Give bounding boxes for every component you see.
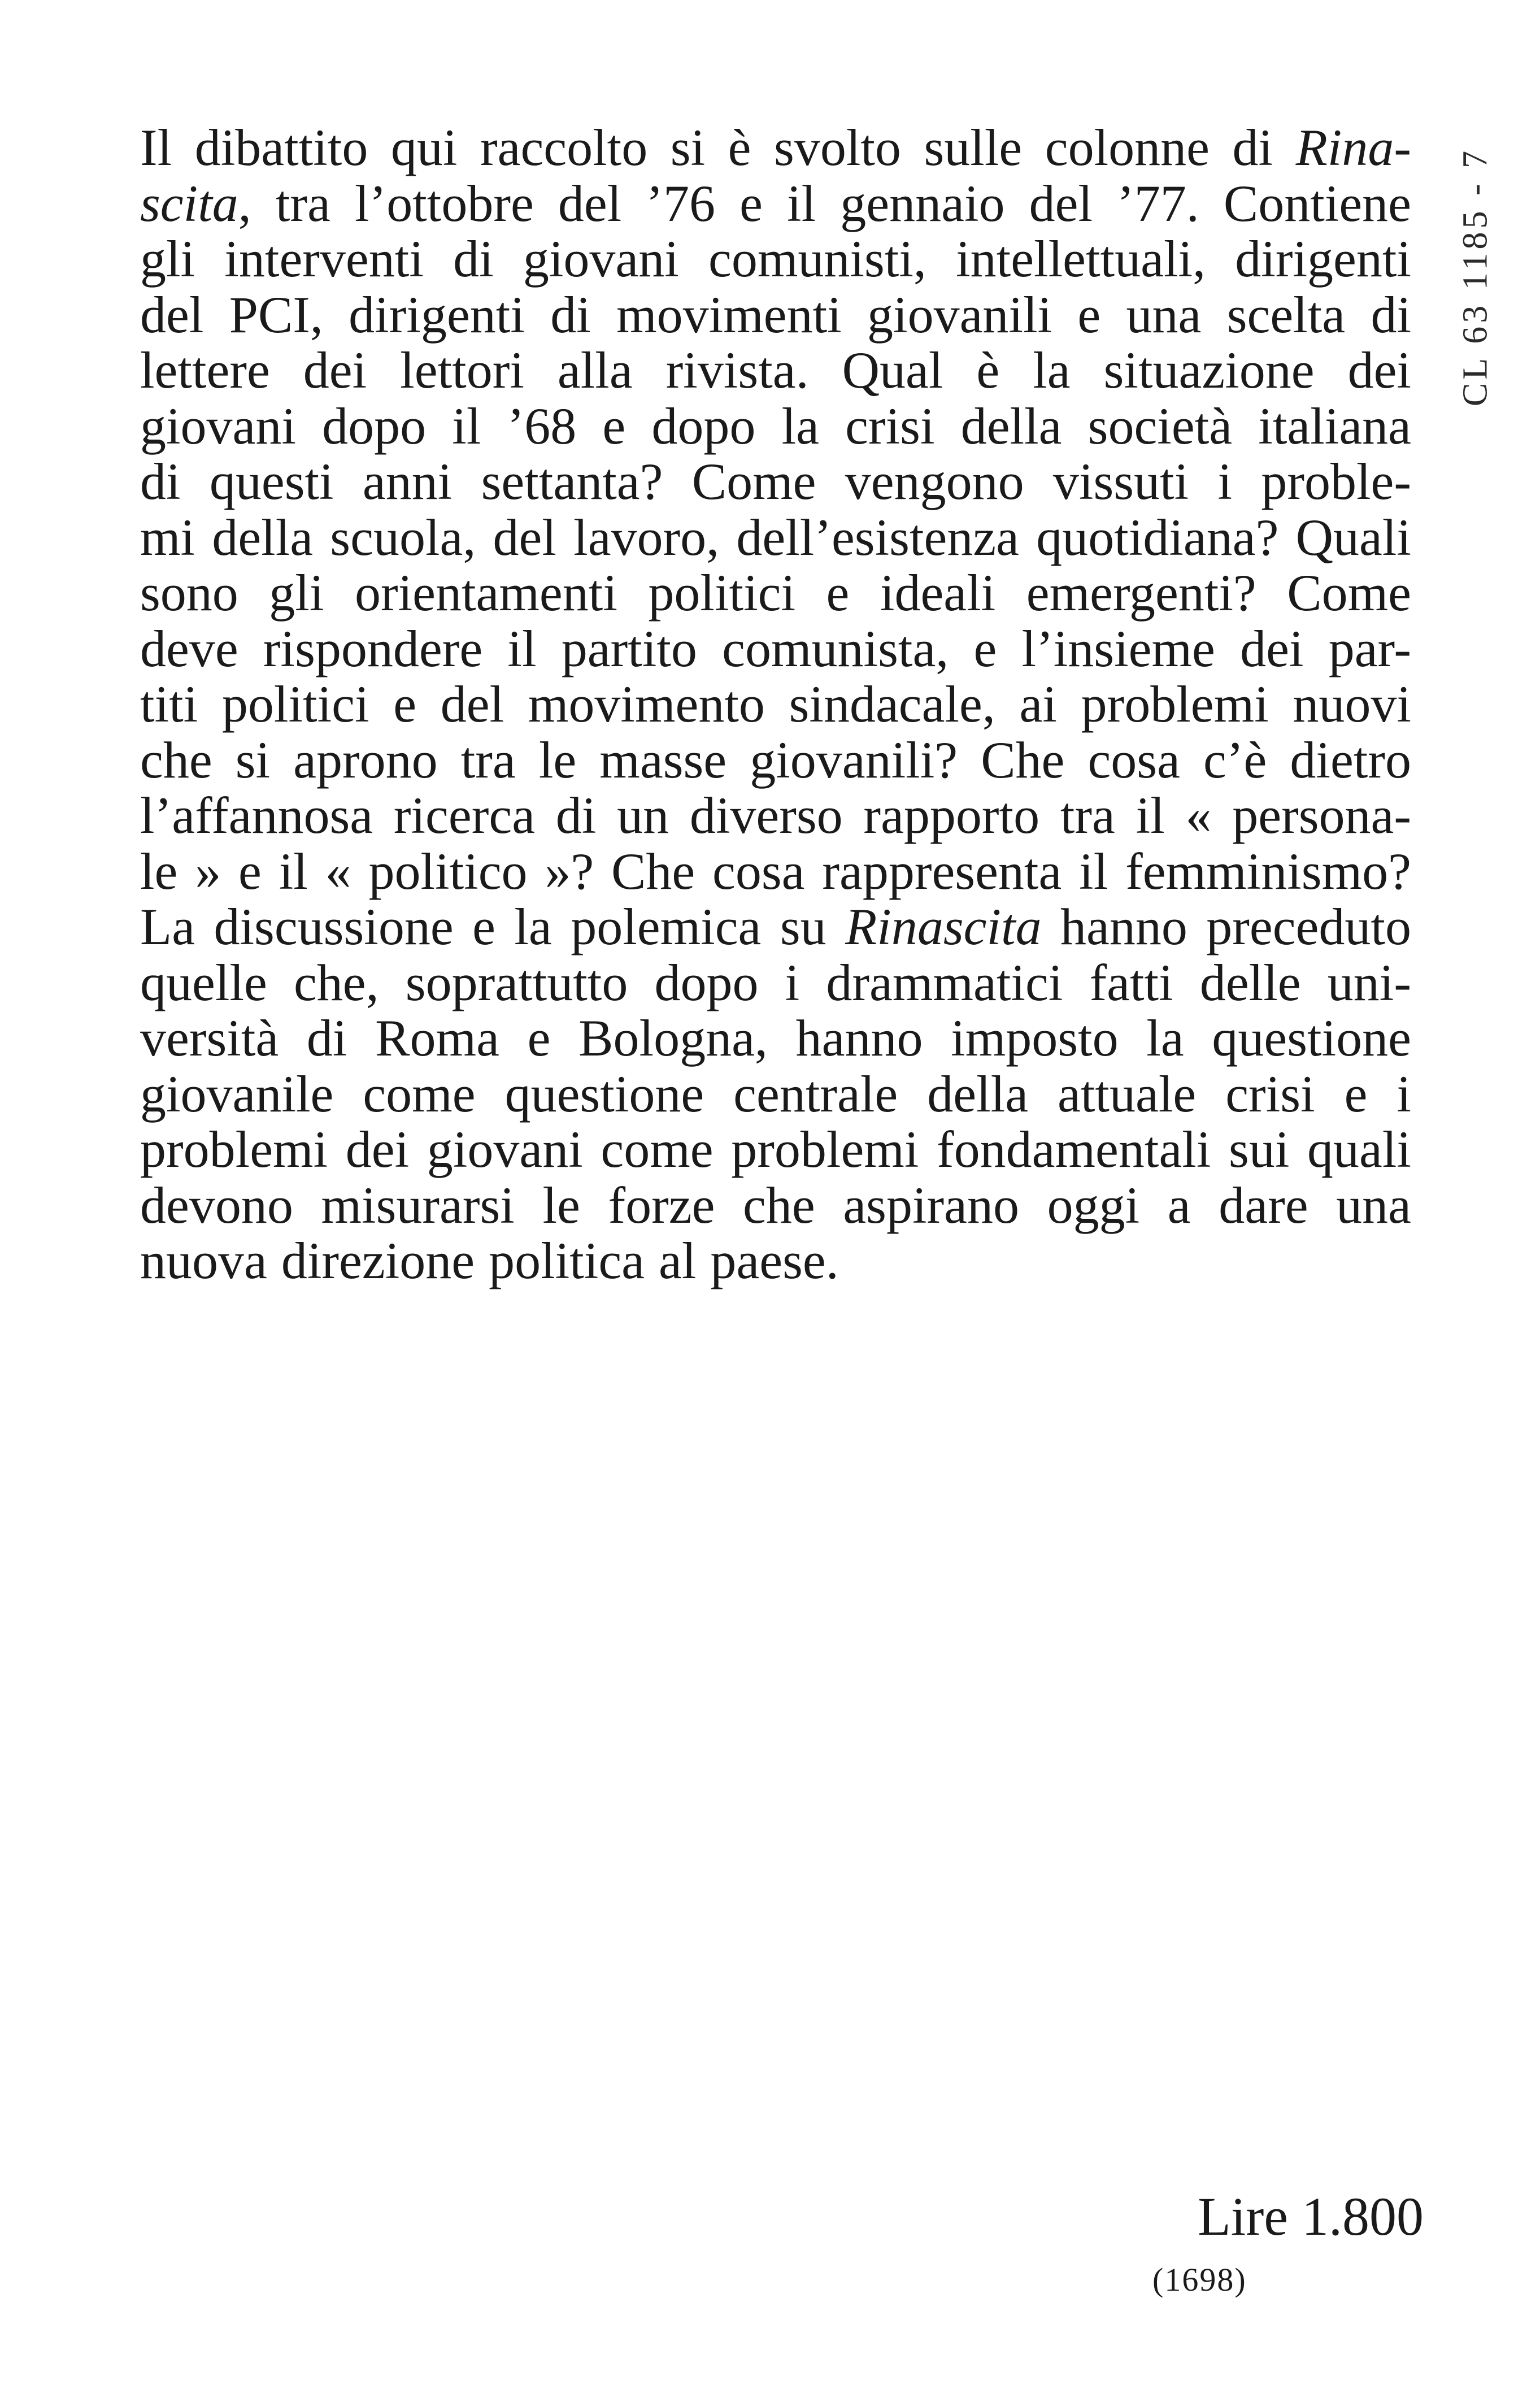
blurb-line bbox=[140, 398, 1411, 454]
blurb-line bbox=[140, 1010, 1411, 1066]
blurb-italic-title: Rina- bbox=[1295, 119, 1411, 176]
blurb-text: lettere dei lettori alla rivista. Qual è la situazione dei bbox=[140, 341, 1411, 399]
blurb-line bbox=[140, 788, 1411, 844]
blurb-line bbox=[140, 1066, 1411, 1122]
blurb-line bbox=[140, 899, 1411, 955]
blurb-line bbox=[140, 565, 1411, 621]
blurb-text: La discussione e la polemica su bbox=[140, 898, 846, 955]
blurb-line bbox=[140, 454, 1411, 510]
blurb-text: , tra l’ottobre del ’76 e il gennaio del ’77. Contiene bbox=[238, 174, 1411, 232]
blurb-text: sono gli orientamenti politici e ideali emergenti? Come bbox=[140, 564, 1411, 622]
blurb-text: l’affannosa ricerca di un diverso rapporto tra il « persona- bbox=[140, 787, 1411, 844]
blurb-text: gli interventi di giovani comunisti, intellettuali, dirigenti bbox=[140, 230, 1411, 288]
blurb-text: giovani dopo il ’68 e dopo la crisi della società italiana bbox=[140, 397, 1411, 455]
blurb-line bbox=[140, 1233, 1411, 1289]
catalog-code-vertical bbox=[1442, 119, 1509, 435]
blurb-text: del PCI, dirigenti di movimenti giovanili e una scelta di bbox=[140, 285, 1411, 344]
blurb-text: titi politici e del movimento sindacale, ai problemi nuovi bbox=[140, 675, 1411, 733]
blurb-paragraph bbox=[140, 120, 1411, 1289]
blurb-text: hanno preceduto bbox=[1041, 898, 1411, 955]
blurb-line bbox=[140, 287, 1411, 343]
blurb-text: devono misurarsi le forze che aspirano oggi a dare una bbox=[140, 1176, 1411, 1234]
blurb-italic-title: scita bbox=[140, 174, 238, 232]
blurb-line bbox=[140, 1122, 1411, 1178]
blurb-text: quelle che, soprattutto dopo i drammatici fatti delle uni- bbox=[140, 953, 1411, 1011]
blurb-text: mi della scuola, del lavoro, dell’esistenza quotidiana? Quali bbox=[140, 508, 1411, 566]
blurb-text: nuova direzione politica al paese. bbox=[140, 1232, 839, 1289]
blurb-text: giovanile come questione centrale della attuale crisi e i bbox=[140, 1065, 1411, 1123]
catalog-code-text: CL 63 1185 - 7 bbox=[1456, 147, 1495, 407]
blurb-line bbox=[140, 1178, 1411, 1233]
blurb-text: le » e il « politico »? Che cosa rappresenta il femminismo? bbox=[140, 842, 1411, 900]
blurb-text: problemi dei giovani come problemi fondamentali sui quali bbox=[140, 1120, 1411, 1178]
blurb-line bbox=[140, 676, 1411, 732]
blurb-text: versità di Roma e Bologna, hanno imposto la questione bbox=[140, 1009, 1411, 1067]
blurb-line bbox=[140, 621, 1411, 677]
blurb-line bbox=[140, 176, 1411, 232]
edition-code: (1698) bbox=[1152, 2261, 1247, 2298]
blurb-line bbox=[140, 844, 1411, 900]
blurb-text: Il dibattito qui raccolto si è svolto sulle colonne di bbox=[140, 119, 1296, 176]
blurb-text: di questi anni settanta? Come vengono vissuti i proble- bbox=[140, 453, 1411, 510]
blurb-line bbox=[140, 120, 1411, 176]
blurb-line bbox=[140, 732, 1411, 788]
blurb-line bbox=[140, 955, 1411, 1011]
blurb-line bbox=[140, 510, 1411, 566]
blurb-italic-title: Rinascita bbox=[845, 898, 1042, 955]
price-label: Lire 1.800 bbox=[1198, 2186, 1424, 2247]
blurb-text: deve rispondere il partito comunista, e l’insieme dei par- bbox=[140, 619, 1411, 677]
blurb-text: che si aprono tra le masse giovanili? Che cosa c’è dietro bbox=[140, 731, 1411, 789]
blurb-line bbox=[140, 231, 1411, 287]
blurb-line bbox=[140, 342, 1411, 398]
